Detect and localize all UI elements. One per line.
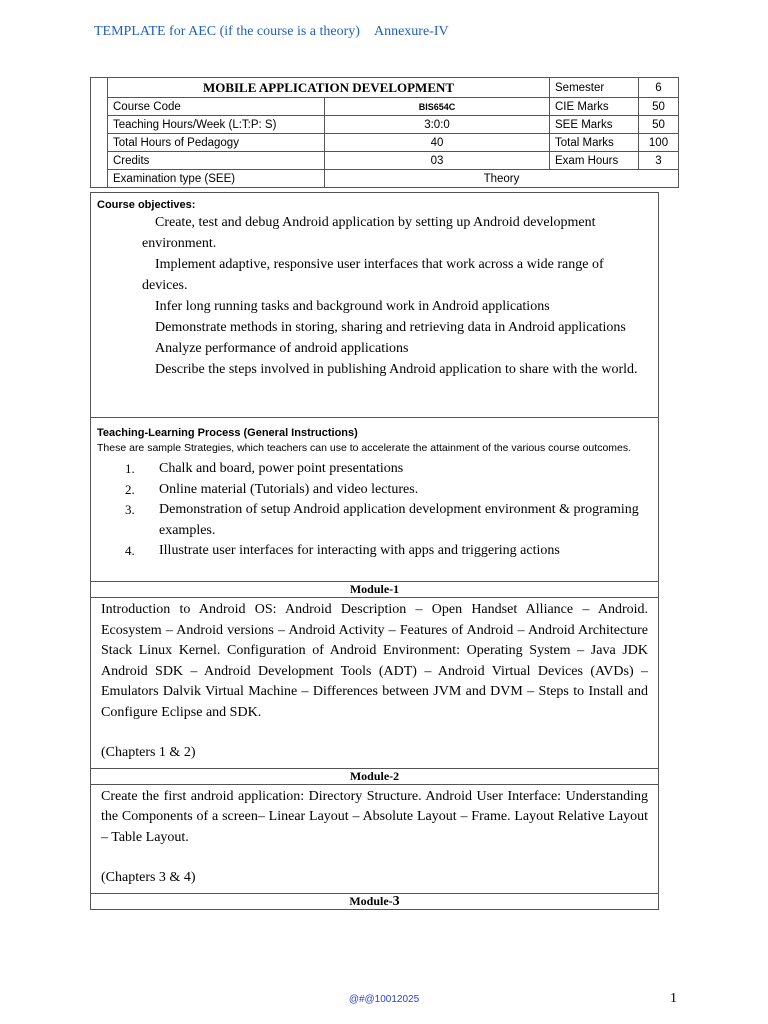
list-item bbox=[97, 541, 652, 562]
item-number: 3. bbox=[125, 502, 135, 517]
list-item bbox=[97, 459, 652, 480]
list-item: Analyze performance of android applications bbox=[155, 341, 409, 356]
item-number: 1. bbox=[125, 461, 135, 476]
list-item: Infer long running tasks and background work in Android applications bbox=[155, 299, 550, 314]
page-number: 1 bbox=[670, 991, 677, 1006]
semester-label: Semester bbox=[550, 78, 639, 98]
objectives-heading: Course objectives: bbox=[97, 199, 196, 211]
course-code-value: BIS654C bbox=[325, 98, 550, 116]
row-right-value: 50 bbox=[639, 116, 679, 134]
footer-code: @#@10012025 bbox=[348, 994, 420, 1005]
item-number: 2. bbox=[125, 481, 135, 497]
module-1-chapters: (Chapters 1 & 2) bbox=[101, 745, 196, 760]
row-right-value: 100 bbox=[639, 134, 679, 152]
list-item: Create, test and debug Android application by setting up Android development environment. bbox=[142, 215, 596, 251]
row-label: Examination type (SEE) bbox=[108, 170, 325, 188]
table-row bbox=[91, 134, 679, 152]
template-label: TEMPLATE for AEC (if the course is a theory) bbox=[94, 24, 360, 39]
teaching-heading: Teaching-Learning Process (General Instructions) bbox=[97, 427, 358, 439]
table-row bbox=[91, 170, 679, 188]
row-value: 03 bbox=[325, 152, 550, 170]
list-item: Describe the steps involved in publishing Android application to share with the world. bbox=[155, 362, 638, 377]
module-3-prefix: Module- bbox=[349, 893, 393, 908]
table-row bbox=[91, 116, 679, 134]
table-row bbox=[91, 78, 679, 98]
row-right-label: Exam Hours bbox=[550, 152, 639, 170]
row-value: 40 bbox=[325, 134, 550, 152]
module-2-description: Create the first android application: Directory Structure. Android User Interface: Understanding the Components of a screen– Linear Layout – Absolute Layout – Frame. Layout Relative Layout – Table Layout. bbox=[101, 788, 648, 845]
course-objectives-section bbox=[91, 193, 658, 418]
list-item bbox=[97, 500, 652, 541]
annexure-label: Annexure-IV bbox=[373, 24, 449, 39]
table-row bbox=[91, 98, 679, 116]
row-right-label: Total Marks bbox=[550, 134, 639, 152]
list-item: Demonstrate methods in storing, sharing and retrieving data in Android applications bbox=[155, 320, 626, 335]
module-2-body bbox=[91, 785, 658, 894]
item-number: 4. bbox=[125, 543, 135, 558]
row-label: Credits bbox=[108, 152, 325, 170]
module-1-heading: Module-1 bbox=[91, 582, 658, 598]
row-right-value: 50 bbox=[639, 98, 679, 116]
row-label: Total Hours of Pedagogy bbox=[108, 134, 325, 152]
list-item bbox=[97, 480, 652, 501]
semester-value: 6 bbox=[639, 78, 679, 98]
teaching-list bbox=[97, 459, 652, 562]
row-value: 3:0:0 bbox=[325, 116, 550, 134]
syllabus-content bbox=[90, 192, 659, 910]
module-2-heading: Module-2 bbox=[91, 769, 658, 785]
row-right-label: CIE Marks bbox=[550, 98, 639, 116]
item-text: Demonstration of setup Android application development environment & programing examples. bbox=[159, 502, 639, 538]
document-header bbox=[94, 24, 449, 40]
item-text: Chalk and board, power point presentations bbox=[159, 461, 404, 476]
objectives-list bbox=[97, 212, 650, 380]
list-item: Implement adaptive, responsive user interfaces that work across a wide range of devices. bbox=[142, 257, 604, 293]
module-3-heading bbox=[91, 894, 658, 910]
module-3-number: 3 bbox=[392, 893, 400, 909]
exam-type-value: Theory bbox=[325, 170, 679, 188]
row-label: Teaching Hours/Week (L:T:P: S) bbox=[108, 116, 325, 134]
item-text: Online material (Tutorials) and video lectures. bbox=[159, 481, 419, 497]
table-margin-cell bbox=[91, 78, 108, 188]
row-label: Course Code bbox=[108, 98, 325, 116]
row-right-label: SEE Marks bbox=[550, 116, 639, 134]
module-1-description: Introduction to Android OS: Android Description – Open Handset Alliance – Android. Ecosystem – Android versions – Android Activity – Features of Android – Android Architecture Stack Linux Kernel. Configuration of Android Environment: Operating System – Java JDK Android SDK – Android Development Tools (ADT) – Android Virtual Devices (AVDs) – Emulators Dalvik Virtual Machine – Differences between JVM and DVM – Steps to Install and Configure Eclipse and SDK. bbox=[101, 602, 648, 720]
module-2-chapters: (Chapters 3 & 4) bbox=[101, 870, 196, 885]
course-info-table bbox=[90, 77, 679, 188]
module-1-body bbox=[91, 598, 658, 769]
row-right-value: 3 bbox=[639, 152, 679, 170]
course-title: MOBILE APPLICATION DEVELOPMENT bbox=[108, 78, 550, 98]
teaching-intro: These are sample Strategies, which teachers can use to accelerate the attainment of the various course outcomes. bbox=[97, 442, 632, 454]
teaching-learning-section bbox=[91, 418, 658, 582]
item-text: Illustrate user interfaces for interacting with apps and triggering actions bbox=[159, 543, 560, 558]
table-row bbox=[91, 152, 679, 170]
